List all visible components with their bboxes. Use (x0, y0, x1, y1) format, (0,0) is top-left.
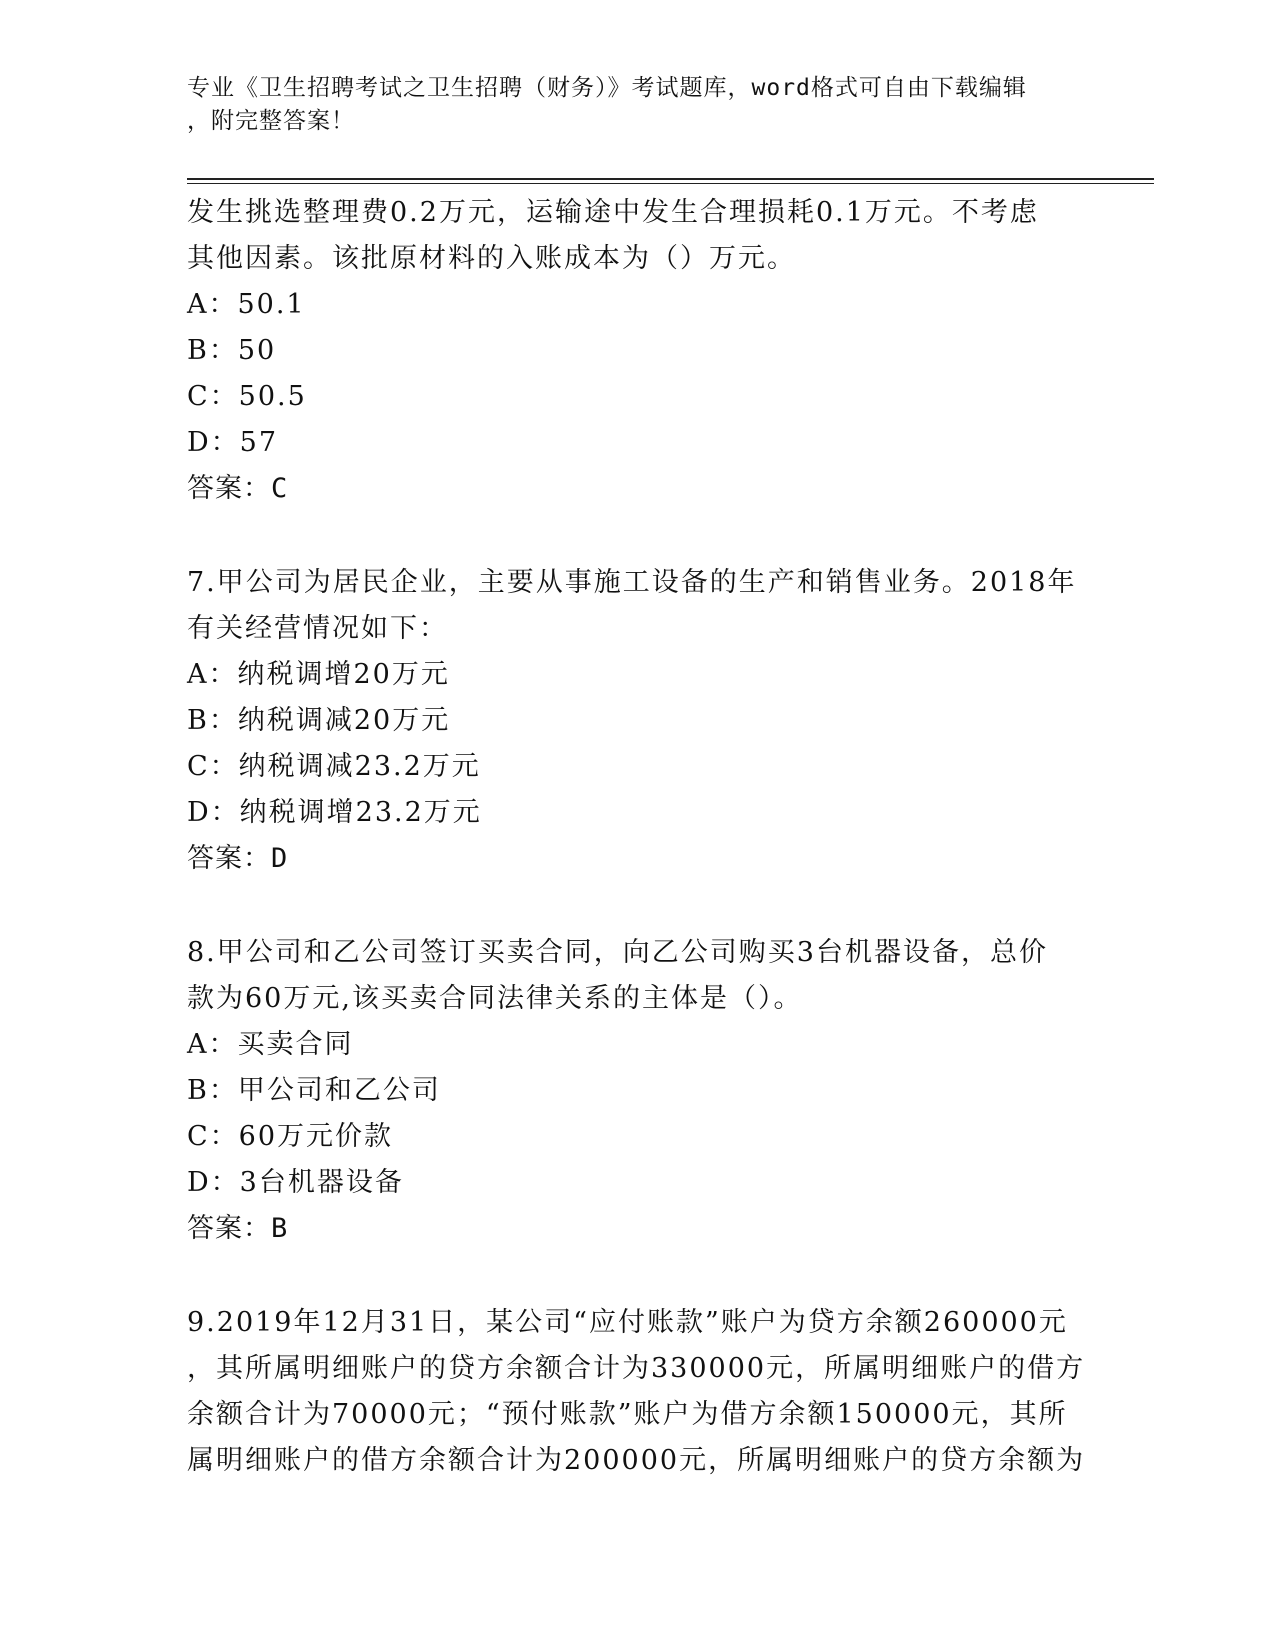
question-8 (187, 930, 1087, 1252)
question-stem-line: 款为60万元,该买卖合同法律关系的主体是（）。 (187, 983, 803, 1014)
header-divider-thick (187, 178, 1154, 180)
spacer (187, 1252, 1087, 1300)
header-line-1: 专业《卫生招聘考试之卫生招聘（财务）》考试题库，word格式可自由下载编辑 (187, 75, 1027, 101)
question-stem-line: 发生挑选整理费0.2万元，运输途中发生合理损耗0.1万元。不考虑 (187, 197, 1039, 228)
answer: 答案：B (187, 1213, 289, 1244)
spacer (187, 882, 1087, 930)
answer: 答案：C (187, 473, 289, 504)
option-c: C：60万元价款 (187, 1121, 394, 1152)
option-a: A：50.1 (187, 289, 306, 320)
option-b: B：甲公司和乙公司 (187, 1075, 441, 1106)
question-9 (187, 1300, 1087, 1484)
option-d: D：57 (187, 427, 279, 458)
option-a: A：买卖合同 (187, 1029, 354, 1060)
question-stem-line: 其他因素。该批原材料的入账成本为（）万元。 (187, 243, 796, 274)
header-divider-thin (187, 183, 1154, 184)
option-a: A：纳税调增20万元 (187, 659, 450, 690)
option-b: B：50 (187, 335, 277, 366)
question-stem-line: 8.甲公司和乙公司签订买卖合同，向乙公司购买3台机器设备，总价 (187, 937, 1048, 968)
question-list (187, 190, 1087, 1484)
spacer (187, 512, 1087, 560)
question-7 (187, 560, 1087, 882)
question-stem-line: 9.2019年12月31日，某公司“应付账款”账户为贷方余额260000元 (187, 1307, 1068, 1338)
option-d: D：纳税调增23.2万元 (187, 797, 482, 828)
answer: 答案：D (187, 843, 289, 874)
option-d: D：3台机器设备 (187, 1167, 404, 1198)
option-b: B：纳税调减20万元 (187, 705, 451, 736)
header-line-2: ，附完整答案！ (187, 108, 355, 134)
question-6 (187, 190, 1087, 512)
question-stem-line: 属明细账户的借方余额合计为200000元，所属明细账户的贷方余额为 (187, 1445, 1086, 1476)
option-c: C：纳税调减23.2万元 (187, 751, 481, 782)
question-stem-line: 7.甲公司为居民企业，主要从事施工设备的生产和销售业务。2018年 (187, 567, 1077, 598)
question-stem-line: 余额合计为70000元；“预付账款”账户为借方余额150000元，其所 (187, 1399, 1068, 1430)
option-c: C：50.5 (187, 381, 307, 412)
question-stem-line: ，其所属明细账户的贷方余额合计为330000元，所属明细账户的借方 (187, 1353, 1086, 1384)
question-stem-line: 有关经营情况如下： (187, 613, 448, 644)
document-header (187, 72, 1067, 138)
